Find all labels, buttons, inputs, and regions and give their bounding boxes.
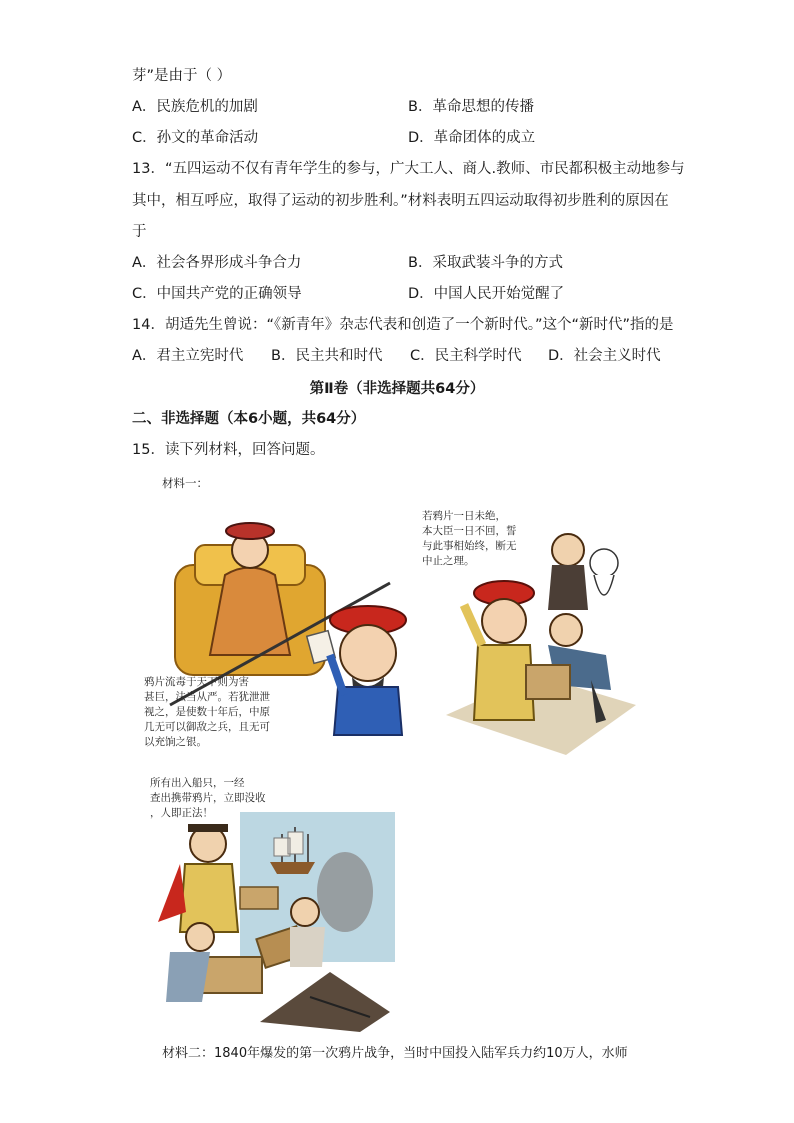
q13-option-c[interactable]: C．中国共产党的正确领导 [132, 286, 302, 302]
q14-option-d[interactable]: D．社会主义时代 [548, 348, 661, 364]
q13-stem-line3: 于 [132, 224, 147, 240]
comic-panel-emperor [140, 505, 410, 755]
q12-option-a[interactable]: A．民族危机的加剧 [132, 99, 258, 115]
comic-panel-destroy-opium [140, 772, 395, 1032]
q13-option-a[interactable]: A．社会各界形成斗争合力 [132, 255, 302, 271]
q13-option-b[interactable]: B．采取武装斗争的方式 [408, 255, 563, 271]
q13-stem-line2: 其中，相互呼应，取得了运动的初步胜利。”材料表明五四运动取得初步胜利的原因在 [132, 193, 669, 209]
speech-bubble-1: 鸦片流毒于天下则为害 甚巨，法当从严。若犹泄泄 视之，是使数十年后，中原 几无可以御敌之兵，且无可 以充饷之银。 [144, 676, 270, 748]
q14-option-a[interactable]: A．君主立宪时代 [132, 348, 244, 364]
material1-label: 材料一： [162, 476, 208, 490]
material2-text: 材料二：1840年爆发的第一次鸦片战争，当时中国投入陆军兵力约10万人，水师 [162, 1046, 628, 1061]
speech-bubble-2: 若鸦片一日未绝， 本大臣一日不回，誓 与此事相始终，断无 中止之理。 [422, 510, 517, 567]
comic-panel-resolve [416, 505, 642, 760]
q12-option-d[interactable]: D．革命团体的成立 [408, 130, 536, 146]
q13-stem-line1: 13．“五四运动不仅有青年学生的参与，广大工人、商人.教师、市民都积极主动地参与 [132, 161, 685, 177]
q14-option-c[interactable]: C．民主科学时代 [410, 348, 522, 364]
speech-bubble-3: 所有出入船只，一经 查出携带鸦片，立即没收 ，人即正法！ [150, 777, 266, 819]
q13-option-d[interactable]: D．中国人民开始觉醒了 [408, 286, 565, 302]
q12-option-c[interactable]: C．孙文的革命活动 [132, 130, 259, 146]
q14-option-b[interactable]: B．民主共和时代 [271, 348, 383, 364]
q12-stem-tail: 芽”是由于（ ） [132, 68, 232, 84]
section2-header: 第Ⅱ卷（非选择题共64分） [309, 381, 485, 397]
section2-title: 二、非选择题（本6小题，共64分） [132, 411, 366, 427]
q12-option-b[interactable]: B．革命思想的传播 [408, 99, 534, 115]
q15-intro: 15．读下列材料，回答问题。 [132, 442, 325, 458]
q14-stem-line1: 14．胡适先生曾说：“《新青年》杂志代表和创造了一个新时代。”这个“新时代”指的是 [132, 317, 674, 333]
